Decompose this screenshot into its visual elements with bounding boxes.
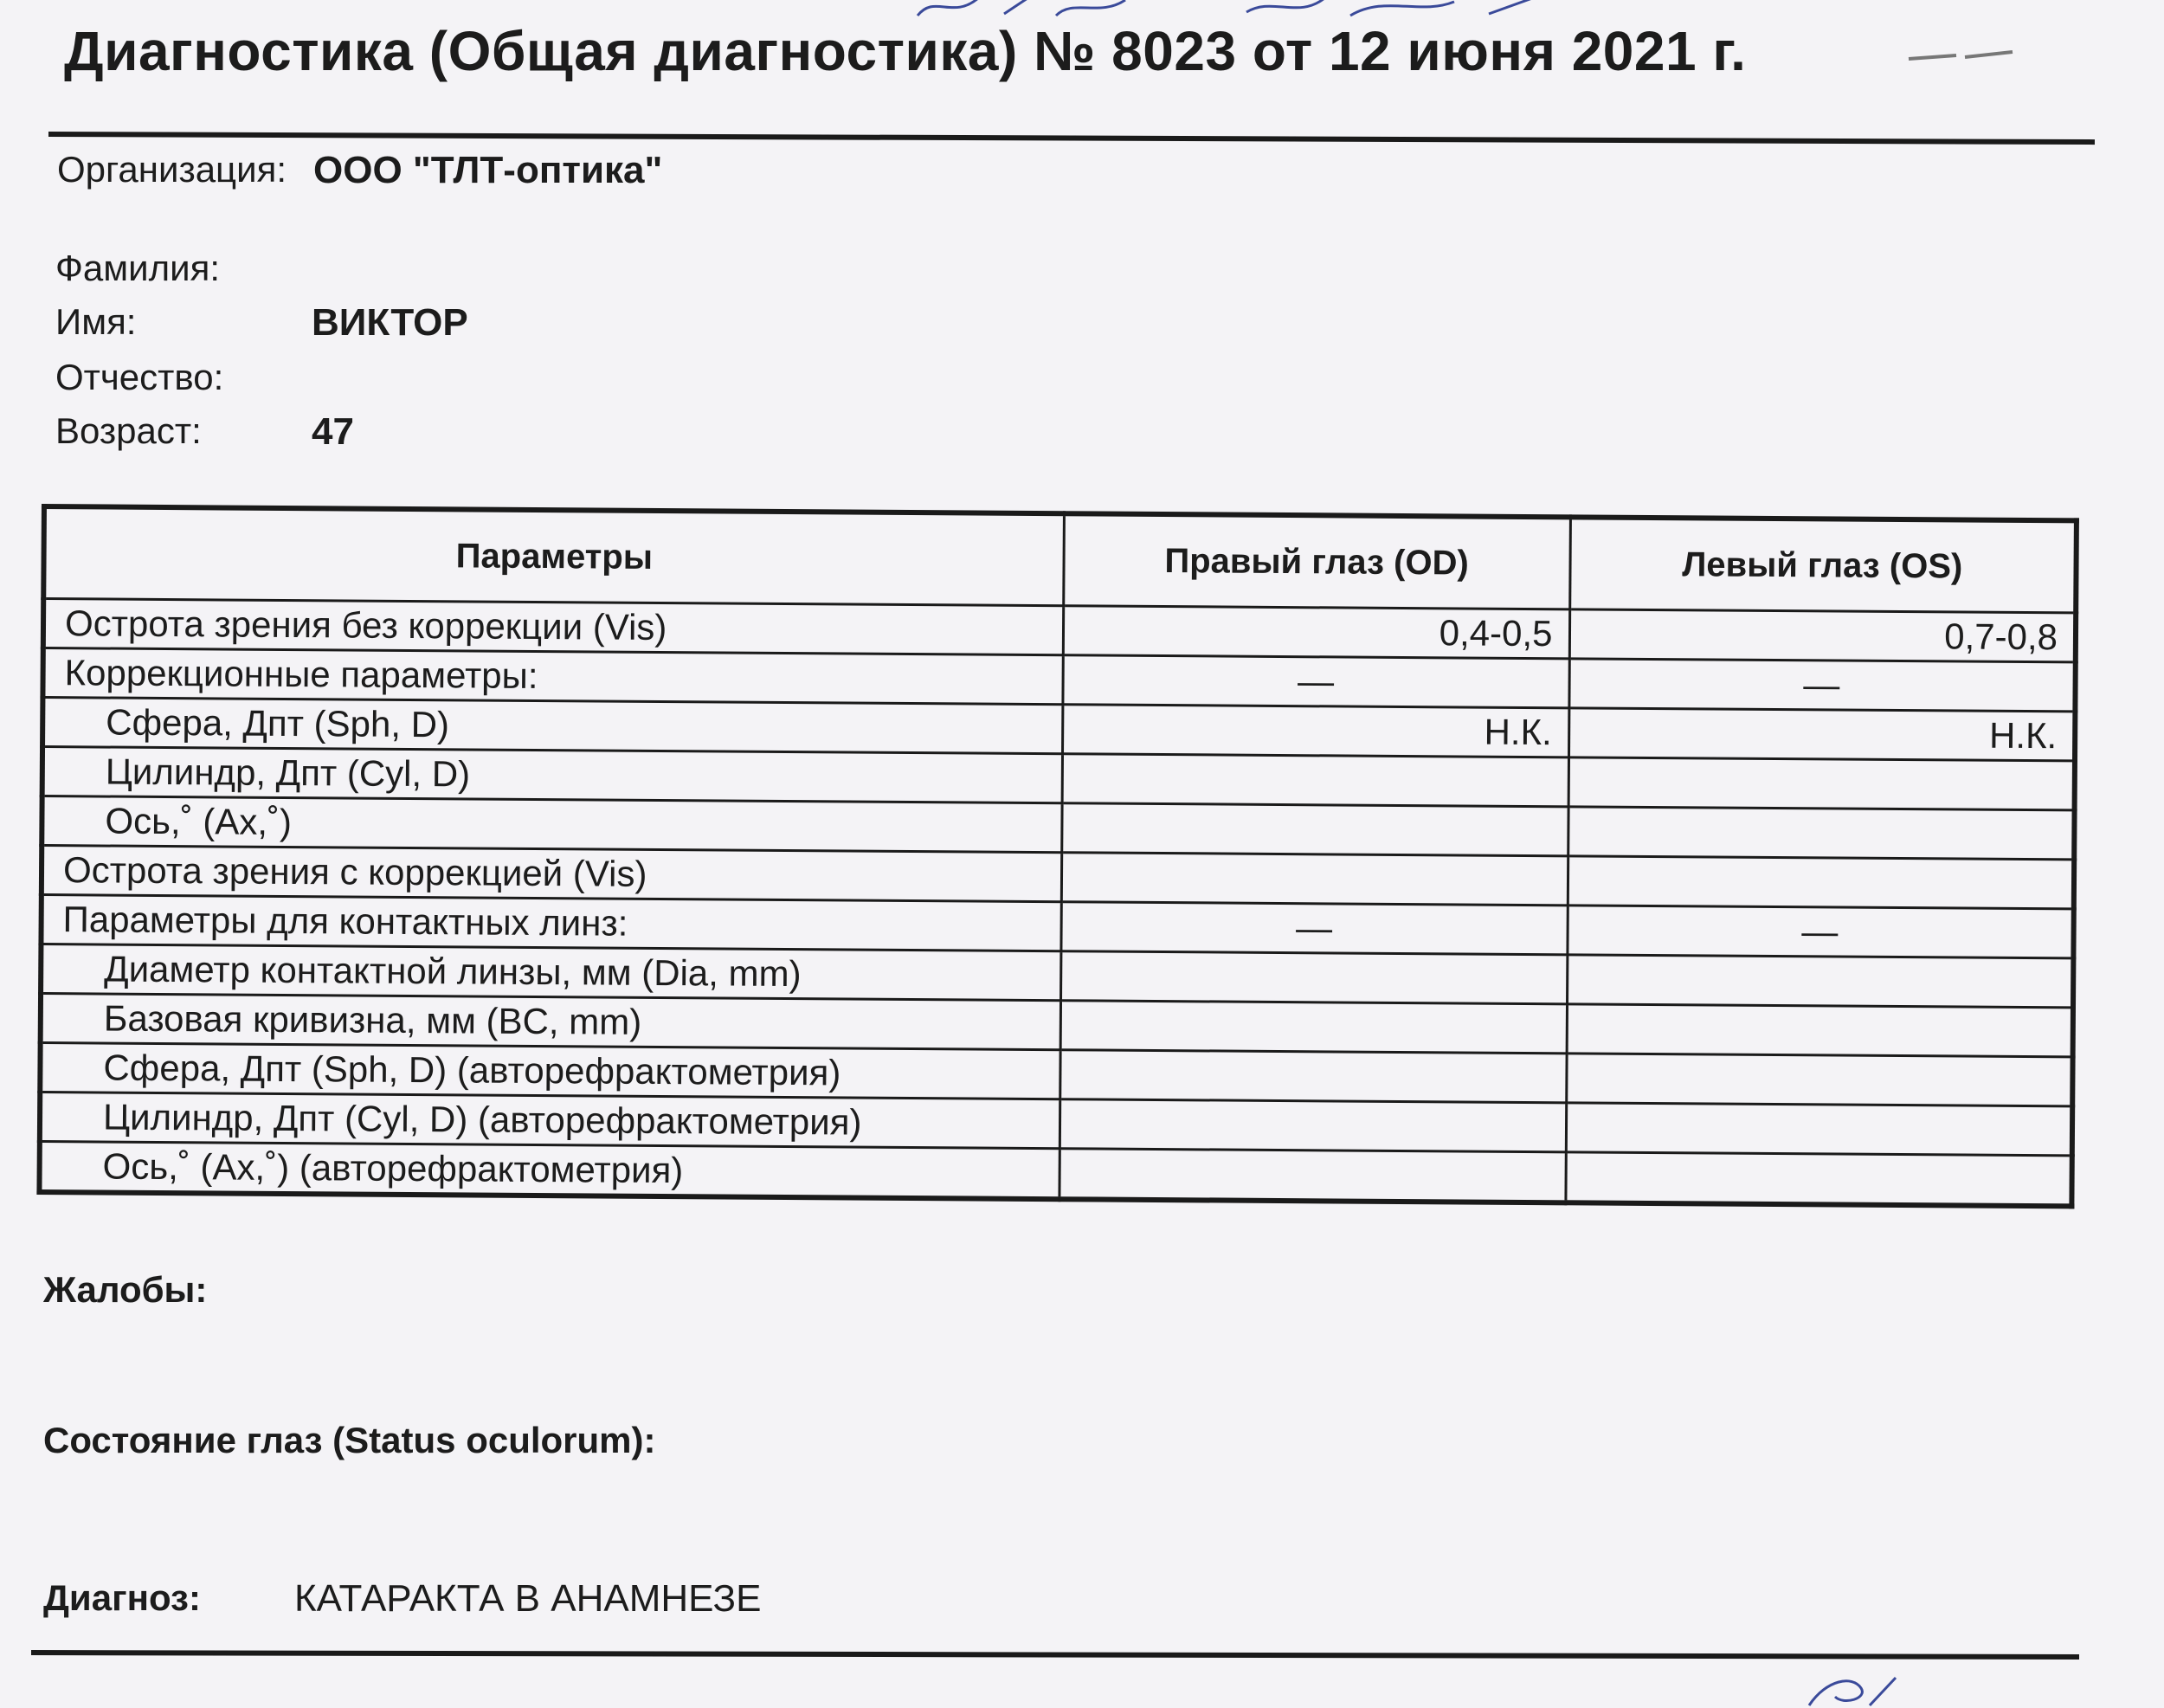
row-label: Параметры для контактных линз: [41, 895, 1060, 951]
top-divider [48, 132, 2095, 145]
age-label: Возраст: [55, 410, 202, 451]
diagnosis-value: КАТАРАКТА В АНАМНЕЗЕ [294, 1577, 762, 1620]
od-value: 0,4-0,5 [1063, 606, 1569, 659]
header-parameters: Параметры [43, 506, 1064, 606]
diagnosis-label: Диагноз: [43, 1577, 201, 1618]
row-label: Коррекционные параметры: [42, 648, 1062, 705]
eye-status-label: Состояние глаз (Status oculorum): [43, 1420, 656, 1460]
os-value [1565, 1152, 2071, 1207]
complaints-label: Жалобы: [43, 1269, 208, 1310]
parameters-table-wrapper [36, 504, 2079, 1208]
organization-value: ООО "ТЛТ-оптика" [313, 149, 663, 191]
od-value [1059, 1050, 1566, 1103]
header-left-eye: Левый глаз (OS) [1569, 517, 2077, 613]
od-value: — [1062, 655, 1568, 708]
bottom-divider [31, 1650, 2079, 1660]
od-value [1061, 803, 1568, 856]
os-value [1567, 955, 2073, 1008]
parameters-table [36, 504, 2079, 1208]
os-value [1566, 1054, 2072, 1106]
od-value: Н.К. [1062, 705, 1568, 757]
os-value: Н.К. [1568, 708, 2075, 761]
name-label: Имя: [55, 301, 137, 342]
row-label: Сфера, Дпт (Sph, D) (авторефрактометрия) [40, 1043, 1059, 1099]
row-label: Базовая кривизна, мм (BC, mm) [41, 994, 1060, 1050]
os-value: — [1567, 906, 2073, 958]
row-label: Острота зрения без коррекции (Vis) [43, 599, 1063, 655]
row-label: Цилиндр, Дпт (Cyl, D) (авторефрактометрия) [40, 1092, 1059, 1149]
od-value [1060, 951, 1567, 1004]
signature-mark [1800, 1671, 1904, 1708]
os-value [1568, 757, 2075, 810]
od-value [1060, 1001, 1567, 1054]
row-label: Цилиндр, Дпт (Cyl, D) [42, 747, 1062, 803]
header-right-eye: Правый глаз (OD) [1063, 513, 1570, 609]
od-value [1059, 1099, 1566, 1152]
os-value [1568, 807, 2074, 860]
od-value: — [1060, 902, 1567, 955]
name-value: ВИКТОР [312, 301, 468, 344]
patronymic-label: Отчество: [55, 357, 224, 397]
od-value [1062, 754, 1568, 807]
os-value: — [1568, 659, 2075, 712]
row-label: Сфера, Дпт (Sph, D) [42, 698, 1062, 754]
os-value: 0,7-0,8 [1569, 609, 2076, 662]
os-value [1566, 1103, 2072, 1156]
os-value [1567, 1004, 2073, 1057]
row-label: Ось,˚ (Ax,˚) (авторефрактометрия) [39, 1142, 1059, 1200]
os-value [1568, 856, 2074, 909]
od-value [1061, 853, 1568, 906]
age-value: 47 [312, 410, 354, 453]
table-header-row [43, 506, 2077, 613]
od-value [1059, 1149, 1565, 1203]
surname-label: Фамилия: [55, 248, 221, 288]
row-label: Диаметр контактной линзы, мм (Dia, mm) [41, 944, 1060, 1001]
pen-mark [1904, 48, 2017, 66]
row-label: Острота зрения с коррекцией (Vis) [42, 846, 1061, 902]
document-title: Диагностика (Общая диагностика) № 8023 от 12 июня 2021 г. [64, 20, 1747, 82]
organization-label: Организация: [57, 149, 287, 190]
row-label: Ось,˚ (Ax,˚) [42, 796, 1061, 853]
